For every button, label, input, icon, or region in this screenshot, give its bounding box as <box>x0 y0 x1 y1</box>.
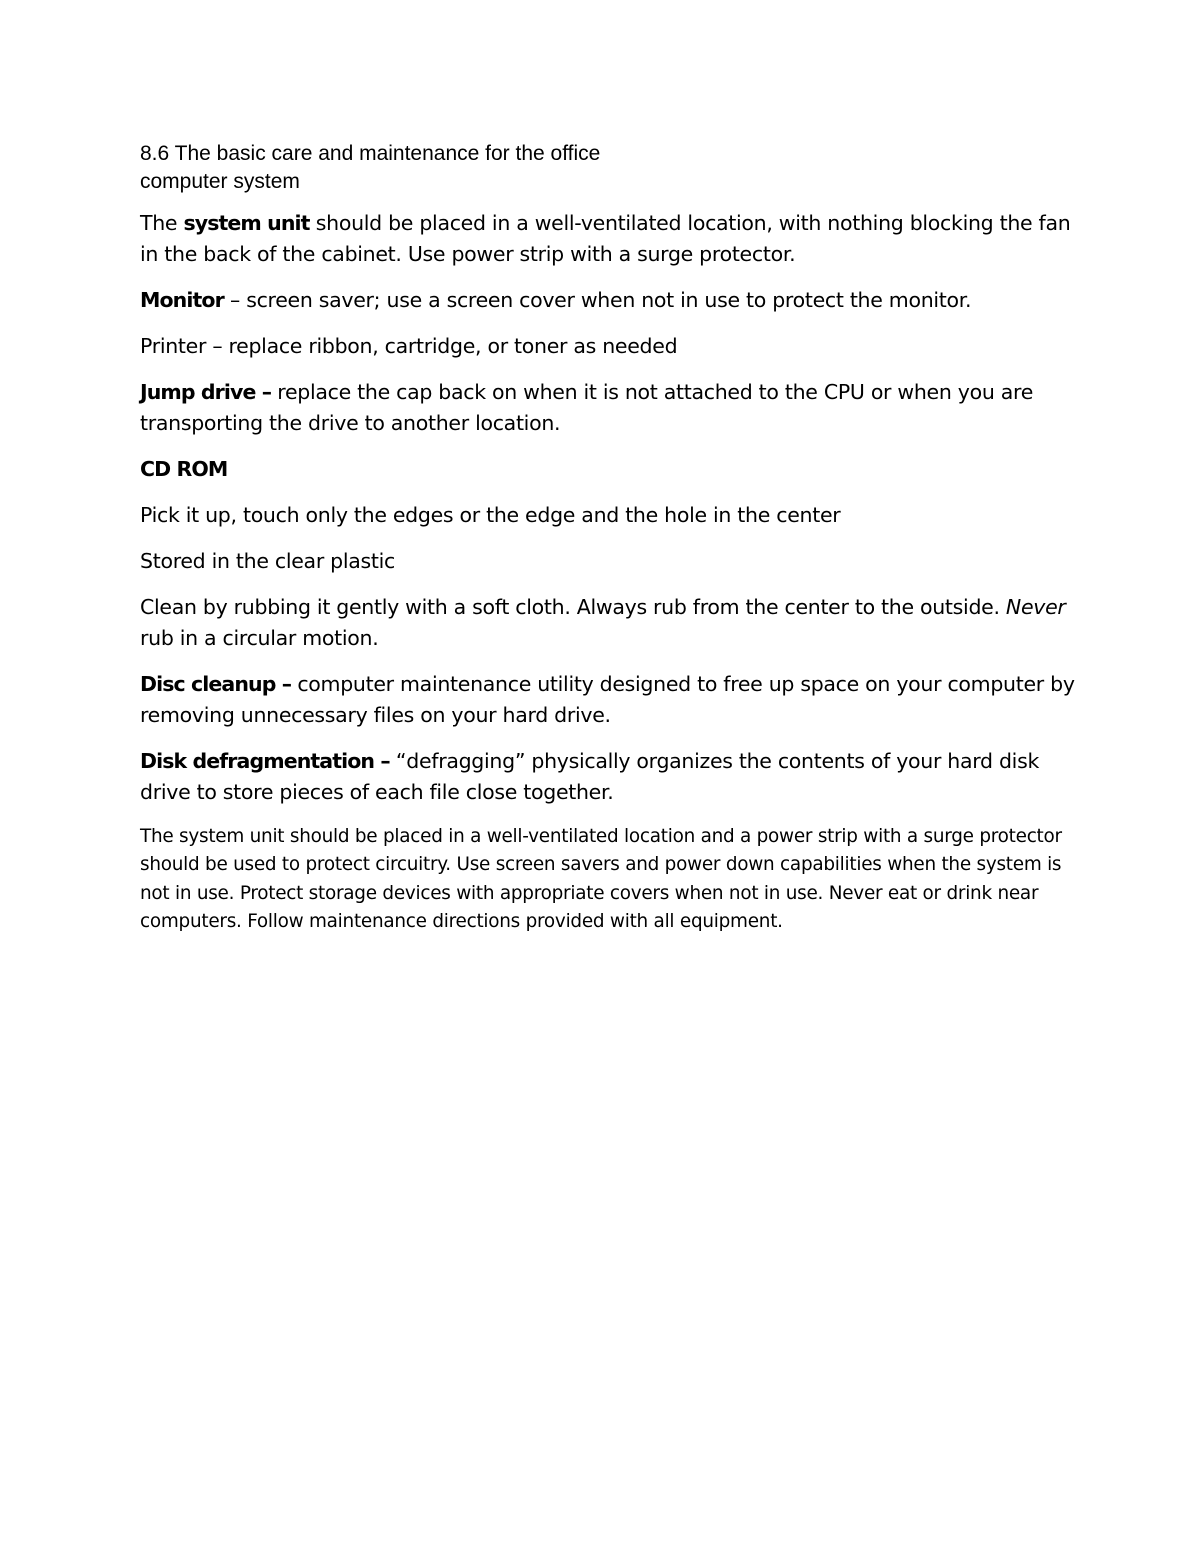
defrag-text: “defragging” physically organizes the contents of your hard disk drive to store pieces of each file close together. <box>140 749 1040 804</box>
system-unit-text: should be placed in a well-ventilated location, with nothing blocking the fan in the back of the cabinet. Use power strip with a surge protector. <box>140 211 1071 266</box>
summary-paragraph: The system unit should be placed in a well-ventilated location and a power strip with a surge protector should be used to protect circuitry. Use screen savers and power down capabilities when the system is not in use. Protect storage devices with appropriate covers when not in use. Never eat or drink near computers. Follow maintenance directions provided with all equipment. <box>140 826 1062 932</box>
cd-rom-clean <box>140 592 1080 654</box>
heading-line-1: 8.6 The basic care and maintenance for the office <box>140 142 601 165</box>
cd-rom-clean-text: Clean by rubbing it gently with a soft cloth. Always rub from the center to the outside. <box>140 595 1006 619</box>
cd-rom-stored: Stored in the clear plastic <box>140 549 396 573</box>
jump-drive-paragraph <box>140 377 1080 439</box>
jump-drive-text: replace the cap back on when it is not attached to the CPU or when you are transporting the drive to another location. <box>140 380 1034 435</box>
system-unit-prefix: The <box>140 211 184 235</box>
cd-rom-pick-up: Pick it up, touch only the edges or the edge and the hole in the center <box>140 503 841 527</box>
cd-rom-title <box>140 454 1080 485</box>
disc-cleanup-term: Disc cleanup – <box>140 672 292 696</box>
section-heading <box>140 140 1080 196</box>
monitor-term: Monitor <box>140 288 224 312</box>
jump-drive-term: Jump drive – <box>140 380 272 404</box>
monitor-text: – screen saver; use a screen cover when not in use to protect the monitor. <box>223 288 972 312</box>
heading-line-2: computer system <box>140 170 300 193</box>
cd-rom-never-rest: rub in a circular motion. <box>140 626 379 650</box>
defrag-paragraph <box>140 746 1080 808</box>
disc-cleanup-text: computer maintenance utility designed to free up space on your computer by removing unnecessary files on your hard drive. <box>140 672 1075 727</box>
monitor-paragraph <box>140 285 1080 316</box>
document-page <box>140 140 1080 936</box>
system-unit-term: system unit <box>183 211 310 235</box>
cd-rom-never: Never <box>1005 595 1066 619</box>
disc-cleanup-paragraph <box>140 669 1080 731</box>
defrag-term: Disk defragmentation – <box>140 749 390 773</box>
cd-rom-term: CD ROM <box>140 457 228 481</box>
system-unit-paragraph <box>140 208 1080 270</box>
printer-paragraph: Printer – replace ribbon, cartridge, or toner as needed <box>140 334 678 358</box>
